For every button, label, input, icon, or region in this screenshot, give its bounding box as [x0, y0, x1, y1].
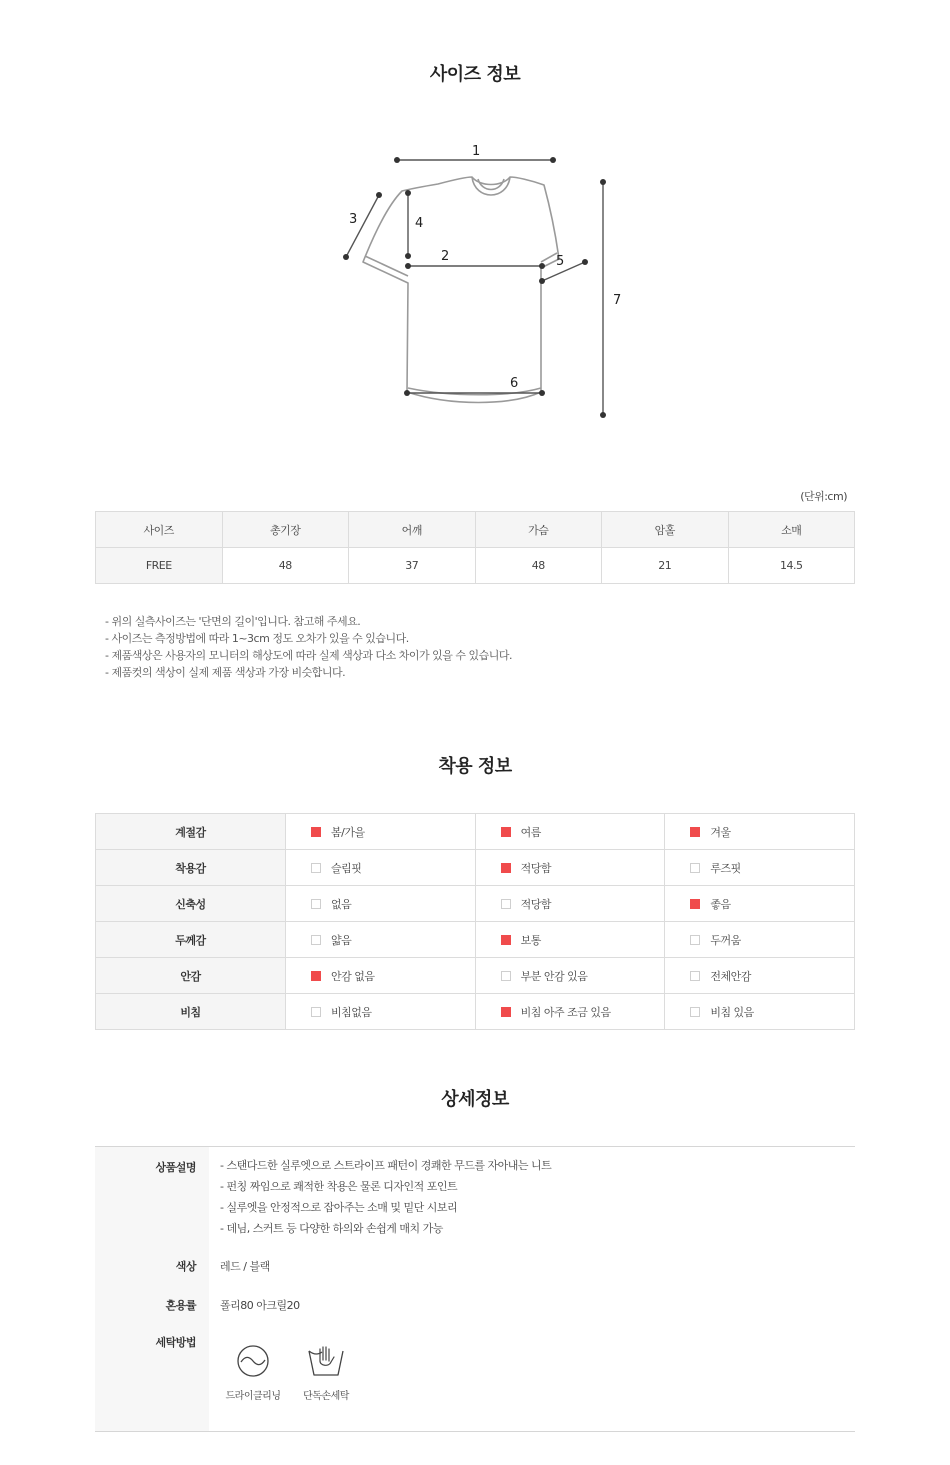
wear-option: [665, 994, 855, 1030]
wear-option-label: 적당함: [520, 897, 552, 911]
wear-option: [665, 850, 855, 886]
checked-box-icon: [690, 899, 700, 909]
wear-option-label: 여름: [520, 825, 541, 839]
note-line: - 제품컷의 색상이 실제 제품 색상과 가장 비슷합니다.: [105, 666, 346, 679]
unchecked-box-icon: [690, 863, 700, 873]
unchecked-box-icon: [501, 971, 511, 981]
unchecked-box-icon: [311, 863, 321, 873]
note-line: - 사이즈는 측정방법에 따라 1~3cm 정도 오차가 있을 수 있습니다.: [105, 632, 409, 645]
wear-option-label: 적당함: [520, 861, 552, 875]
size-notes: [105, 613, 512, 681]
table-row: [96, 814, 855, 850]
wear-option-label: 비침 아주 조금 있음: [520, 1005, 611, 1019]
wear-option: [665, 922, 855, 958]
wear-option: [475, 922, 665, 958]
material-value: 폴리80 아크릴20: [220, 1299, 300, 1312]
table-row: [96, 850, 855, 886]
wear-row-label: 두께감: [96, 922, 286, 958]
wear-option: [665, 958, 855, 994]
wear-option: [475, 994, 665, 1030]
wear-option: [286, 922, 476, 958]
size-table-header-row: [96, 512, 855, 548]
size-cell: 14.5: [728, 548, 855, 584]
wear-option-label: 없음: [331, 897, 352, 911]
wear-option-label: 비침없음: [331, 1005, 372, 1019]
table-row: [96, 994, 855, 1030]
description-line: - 펀칭 짜임으로 쾌적한 착용은 물론 디자인적 포인트: [220, 1180, 458, 1193]
description-line: - 데님, 스커트 등 다양한 하의와 손쉽게 매치 가능: [220, 1222, 443, 1235]
checked-box-icon: [501, 827, 511, 837]
size-cell: 21: [602, 548, 729, 584]
table-row: [96, 886, 855, 922]
wear-option: [665, 814, 855, 850]
wear-row-label: 계절감: [96, 814, 286, 850]
checked-box-icon: [311, 971, 321, 981]
unit-label: (단위:cm): [800, 490, 847, 503]
size-table-header: 어깨: [349, 512, 476, 548]
measurement-lines: [346, 160, 603, 415]
wear-option: [286, 958, 476, 994]
dry-clean-icon: [235, 1343, 271, 1379]
size-table-header: 총기장: [222, 512, 349, 548]
wear-info-title: 착용 정보: [438, 756, 512, 777]
size-cell: 37: [349, 548, 476, 584]
measure-label-1: 1: [472, 144, 481, 159]
color-value: 레드 / 블랙: [220, 1260, 270, 1273]
detail-label-column: [95, 1147, 209, 1431]
wear-row-label: 신축성: [96, 886, 286, 922]
checked-box-icon: [501, 863, 511, 873]
measure-label-2: 2: [441, 249, 450, 264]
table-row: [96, 548, 855, 584]
wear-option-label: 슬림핏: [331, 861, 362, 875]
wear-option-label: 비침 있음: [710, 1005, 754, 1019]
wear-option: [286, 850, 476, 886]
wear-option-label: 부분 안감 있음: [520, 969, 588, 983]
wear-option-label: 안감 없음: [331, 969, 375, 983]
material-label: 혼용률: [165, 1299, 196, 1312]
color-label: 색상: [175, 1260, 196, 1273]
measurement-points: [343, 157, 606, 418]
measure-label-7: 7: [613, 293, 622, 308]
detail-info-title: 상세정보: [441, 1089, 509, 1110]
hand-wash-icon: [306, 1343, 346, 1379]
wear-option-label: 좋음: [710, 897, 731, 911]
size-table-header: 소매: [728, 512, 855, 548]
wear-option-label: 봄/가을: [331, 825, 365, 839]
measure-label-6: 6: [510, 376, 519, 391]
description-label: 상품설명: [155, 1161, 196, 1174]
wash-method-dry-clean: [218, 1343, 288, 1402]
note-line: - 제품색상은 사용자의 모니터의 해상도에 따라 실제 색상과 다소 차이가 있을 수 있습니다.: [105, 649, 512, 662]
size-cell: 48: [222, 548, 349, 584]
measure-label-5: 5: [556, 254, 565, 269]
checked-box-icon: [501, 935, 511, 945]
size-table-header: 가슴: [475, 512, 602, 548]
description-line: - 실루엣을 안정적으로 잡아주는 소매 및 밑단 시보리: [220, 1201, 458, 1214]
checked-box-icon: [501, 1007, 511, 1017]
size-table-header: 암홀: [602, 512, 729, 548]
unchecked-box-icon: [690, 971, 700, 981]
checked-box-icon: [690, 827, 700, 837]
checked-box-icon: [311, 827, 321, 837]
wear-option-label: 겨울: [710, 825, 731, 839]
wear-option: [286, 886, 476, 922]
wear-option: [475, 958, 665, 994]
measure-label-4: 4: [415, 216, 424, 231]
wear-option: [475, 886, 665, 922]
wear-option-label: 루즈핏: [710, 861, 741, 875]
table-row: [96, 958, 855, 994]
size-cell: FREE: [96, 548, 223, 584]
wear-option: [286, 994, 476, 1030]
wear-row-label: 착용감: [96, 850, 286, 886]
note-line: - 위의 실측사이즈는 '단면의 길이'입니다. 참고해 주세요.: [105, 615, 361, 628]
wear-option-label: 두꺼움: [710, 933, 741, 947]
wear-option: [475, 814, 665, 850]
unchecked-box-icon: [311, 1007, 321, 1017]
detail-panel: [95, 1146, 855, 1432]
wear-table: [95, 813, 855, 1030]
unchecked-box-icon: [311, 935, 321, 945]
wear-option: [665, 886, 855, 922]
size-cell: 48: [475, 548, 602, 584]
wash-method-label: 단독손세탁: [303, 1391, 349, 1402]
wear-option: [286, 814, 476, 850]
measure-label-3: 3: [349, 212, 358, 227]
unchecked-box-icon: [311, 899, 321, 909]
tshirt-outline: [363, 177, 559, 403]
unchecked-box-icon: [690, 1007, 700, 1017]
unchecked-box-icon: [690, 935, 700, 945]
wear-row-label: 비침: [96, 994, 286, 1030]
wear-option: [475, 850, 665, 886]
wash-label: 세탁방법: [155, 1336, 196, 1349]
size-table-header: 사이즈: [96, 512, 223, 548]
table-row: [96, 922, 855, 958]
description-list: [220, 1155, 551, 1239]
wear-option-label: 전체안감: [710, 969, 751, 983]
wash-method-label: 드라이클리닝: [225, 1391, 281, 1402]
description-line: - 스탠다드한 실루엣으로 스트라이프 패턴이 경쾌한 무드를 자아내는 니트: [220, 1159, 552, 1172]
size-table: [95, 511, 855, 584]
unchecked-box-icon: [501, 899, 511, 909]
wear-option-label: 얇음: [331, 933, 352, 947]
size-info-title: 사이즈 정보: [429, 64, 521, 85]
wash-method-hand-wash: [291, 1343, 361, 1402]
wear-option-label: 보통: [520, 933, 541, 947]
tshirt-measurement-diagram: [330, 135, 630, 435]
wear-row-label: 안감: [96, 958, 286, 994]
